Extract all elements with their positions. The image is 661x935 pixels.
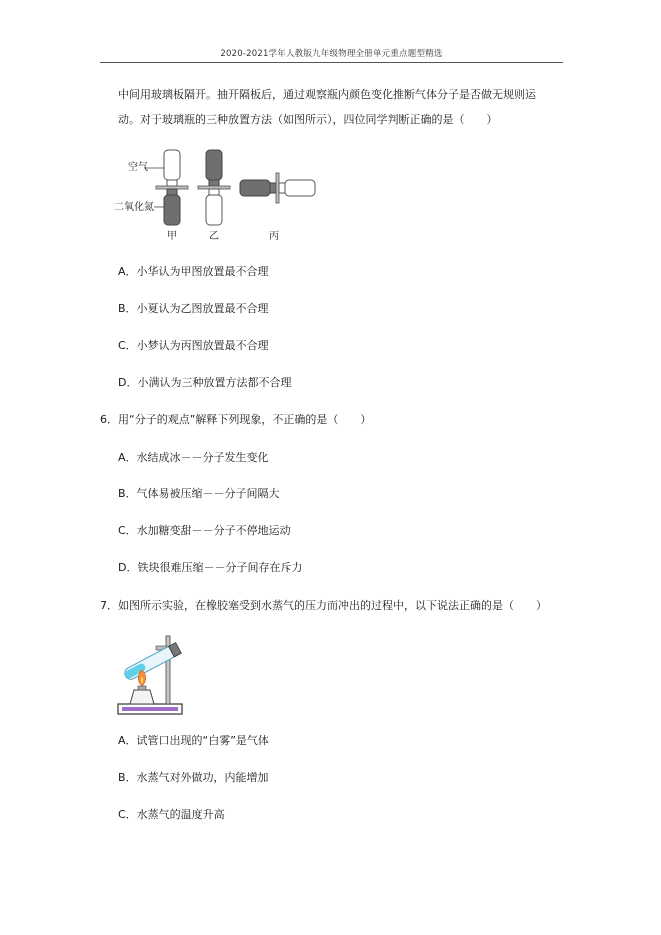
bottle-yi: [198, 150, 230, 225]
bottle-jia: [156, 150, 188, 225]
q7-option-c[interactable]: C．水蒸气的温度升高: [118, 808, 225, 821]
header-divider: [100, 62, 563, 63]
stand-base-inner: [122, 707, 178, 711]
q7-stem: 7．如图所示实验，在橡胶塞受到水蒸气的压力而冲出的过程中，以下说法正确的是（ ）: [100, 599, 547, 612]
bottle-bing: [240, 173, 315, 203]
q5-stem-line2: 动。对于玻璃瓶的三种放置方法（如图所示），四位同学判断正确的是（ ）: [118, 113, 498, 126]
q5-option-b[interactable]: B．小夏认为乙图放置最不合理: [118, 302, 269, 315]
q6-option-c[interactable]: C．水加糖变甜－－分子不停地运动: [118, 524, 291, 537]
label-jia: 甲: [167, 231, 177, 242]
test-tube-heating-figure: [116, 632, 188, 716]
label-no2: 二氧化氮: [114, 202, 154, 213]
q5-stem-line1: 中间用玻璃板隔开。抽开隔板后，通过观察瓶内颜色变化推断气体分子是否做无规则运: [118, 88, 536, 101]
label-bing: 丙: [269, 231, 279, 242]
label-yi: 乙: [209, 231, 219, 242]
q6-option-d[interactable]: D．铁块很难压缩－－分子间存在斥力: [118, 561, 303, 574]
q7-option-a[interactable]: A．试管口出现的“白雾”是气体: [118, 734, 269, 747]
q6-stem: 6．用“分子的观点”解释下列现象，不正确的是（ ）: [100, 413, 372, 426]
q5-option-a[interactable]: A．小华认为甲图放置最不合理: [118, 265, 269, 278]
q7-option-b[interactable]: B．水蒸气对外做功，内能增加: [118, 771, 269, 784]
alcohol-lamp: [130, 690, 154, 704]
q6-option-a[interactable]: A．水结成冰－－分子发生变化: [118, 451, 269, 464]
q6-option-b[interactable]: B．气体易被压缩－－分子间隔大: [118, 487, 280, 500]
q5-option-c[interactable]: C．小梦认为丙图放置最不合理: [118, 339, 269, 352]
q5-option-d[interactable]: D．小满认为三种放置方法都不合理: [118, 376, 292, 389]
test-tube: [123, 643, 182, 682]
page-header: 2020-2021学年人教版九年级物理全册单元重点题型精选: [220, 49, 443, 59]
label-air: 空气: [128, 162, 148, 173]
